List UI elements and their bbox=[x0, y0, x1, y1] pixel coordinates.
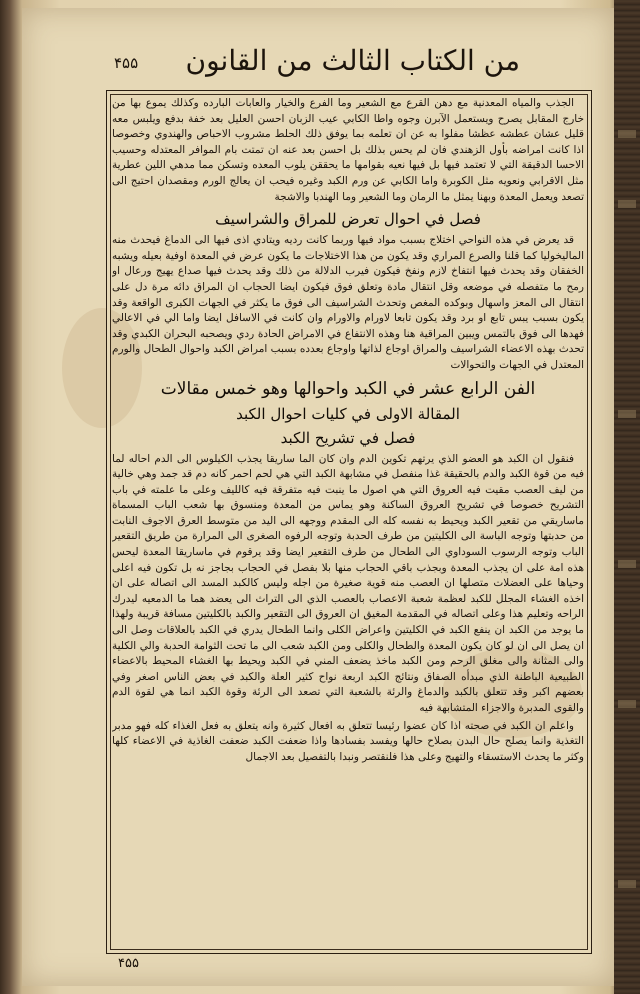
adjacent-page-edge bbox=[614, 0, 640, 994]
body-paragraph: قد يعرض في هذه النواحي اختلاج بسبب مواد فيها وربما كانت رديه ويتادي اذى فيها الى الدماغ فيحدث منه الماليخوليا كما قلنا والصرع المراري وقد يكون من هذا الاختلاجات ما يكون عرض في المعدة اوفية بعيله ويشبه الخفقان وقد يحدث فيها انتفاخ لازم ونفخ فيكون فيرب الدلالة من ذلك وقد يحدث فيها صداع يهيج ورعال او رمح ما متفصله في موضعه وقل انتقال مادة وتعلق فوق فيكون ايضا الحجاب ان المراق دائه مرة دل على انتقال الى المعز واسهال وبوكده المغص وتحدث الشراسيف الى فوق ما يكثر في الجهات الكبرى الواقعة وقد يكون بسبب يبس تابع او برد وقد يكون تابعا لاورام والاورام وان كانت في الاسافل ايضا واما الي في الاعالي فهدها الى فوق بالتمس ويبين المراقية هنا وهذه الانتفاع في الامراض الحادة ردي ويصحبه البحران الكبدي وقد تحدث بهذه الاعضاء الشراسيف والمراق اوجاع لذاتها واوجاع بعدده بسبب امراض الكبد واحوال الطحال والورم المعتدل في الجهات والتحوالات bbox=[112, 234, 584, 371]
section-heading: فصل في تشريح الكبد bbox=[280, 428, 416, 447]
body-paragraph: الجذب والمياه المعدنية مع دهن القرع مع الشعير وما الفرع والخيار والعابات البارده وكذلك يموع بها من خارج المقابل يصرح ويستعمل الآبرن وجوه واطا الكابي عيب الزبان احسن العليل بعد خفة بدفع ويلبس معه قليل عشان عطشه عظشا مفلوا به عن ان تعلمه بما يوفق ذلك الحلط مشروب الاحباص والهندوي وخصوصا اذا كانت امراضه بأول الزهندي فان لم يحس بذلك بل احسن بعد عنه ان تمتت بام الموافر المعتدله وحسيب الاحسا الدقيقة التي لا تعتمد فيها بل فيها نعيه بقوامها ما يحققن يلوب المعده وتسكن مما مدهي اللين عطرية مثل الاقرابي ونعويه مثل الكوبرة واما الكابي عن ورم الكبد وغيره فيحب ان يعالج الورم ومقصدان احتيج الى تصعد ويعمل المعدة وبهنا يمثل ما الرمان وما الشعير وما الهندبا والاشجة bbox=[112, 97, 584, 203]
section-heading: فصل في احوال تعرض للمراق والشراسيف bbox=[215, 210, 481, 229]
body-text bbox=[112, 96, 584, 948]
page-number-bottom: ۴۵۵ bbox=[118, 956, 139, 971]
page-header bbox=[90, 40, 580, 84]
body-paragraph: فنقول ان الكبد هو العضو الذي يرتهم تكوين الدم وان كان الما ساريقا يجذب الكيلوس الى الدم احاله لما فيه من قوة الكبد والدم بالحقيقة غذا منفصل في مشابهة الكبد التي هي لحم احمر كانه دم قد جمد وهي خالية من ليف العصب مقيت فيه العروق التي هي اصول ما ينبت فيه متفرقة فيه كالليف وعلى ما علمته في باب التشريح خصوصا في تشريح العروق الساكنة وهو يماس من المعدة ومنسوق بها شعب الباب المسماة ماساريقي من تقعير الكبد ويحيط به نفسه كله الى المقدم ووجهه الى اليد من متوسط العرق الاجوف النابت من حدبتها وتوجه الباسة الى الكليتين من طرف الحدبة وتوجه الرفوه الصغرى الى المرارة من طريق التقعير الباب وتوجه الرسوب السوداوي الى الطحال من طرف التقعير ايضا وقد يرقوم في ماساريقا المعدة ليحس هذه امة على ان يجذب المعدة وبجذب باقي الحجاب منها بلا بفصل في الحجاب بجاجز نه بل تكون فيه اعلى وحياها على العضلات متصلها ان العصب منه قوية صغيرة من اجله وليس كالكبد المسد الى اتصاله على ان اخذه الغشاء المجلل للكبد لعظمة شعبة الاعصاب بالعصب الذي الى التراث الى يعضد هما ما الدمعيه ليدرك الراحه وتعليم هذا وعلى اتصاله في المقدمة المغيق ان العروق الى التقعير والكبد بالكليتين مسافة قريبة ولهذا ما يوجد من الكبد ان ينفع الكبد في الكليتين واعراض الكلى وانما الطحال يدري في الكبد بالعلاقات وصل الى ان يصل الى ان لو كان يكون المعدة والطحال والكلى ومن الكبد شعب الى ما تحت الثوامة الحدبة والي الكلية والى المثانة والى مغلق الرحم ومن الكبد ماخذ يضعف المني في الكبد ويحيط بها الغشاء المحيط بالاعضاء الطبيعية الباطنة الذي مبدأه الصفاق ونتائج الكبد اربعة نواح كثير العلة والكبد في بعض الناس اصغر وفي بعضهم اكبر وقد تتعلق بالكبد والدماغ والرئة بالشعبة التي تصعد الى الرئة وقوة الكبد انما هي لقوة الدم والقوى المدبرة والاجزاء المتشابهة فيه bbox=[112, 452, 584, 714]
body-paragraph: واعلم ان الكبد في صحته اذا كان عضوا رئيسا تتعلق به افعال كثيرة وانه يتعلق به فعل الغذاء كله فهو مدبر التغذية وانما يصلح حال البدن بصلاح حالها ويفسد بفسادها واذا ضعفت الكبد ضعفت الغاذية في الاعضاء كلها وكثر ما يحدث الاستسقاء والتهيج وعلى هذا فلنقتصر ونبدا بالتفصيل بعد الاجمال bbox=[112, 719, 584, 763]
section-heading: الفن الرابع عشر في الكبد واحوالها وهو خمس مقالات bbox=[160, 378, 536, 399]
running-title: من الكتاب الثالث من القانون bbox=[185, 44, 520, 77]
section-heading: المقالة الاولى في كليات احوال الكبد bbox=[236, 404, 460, 423]
page-number-top: ۴۵۵ bbox=[114, 54, 139, 72]
